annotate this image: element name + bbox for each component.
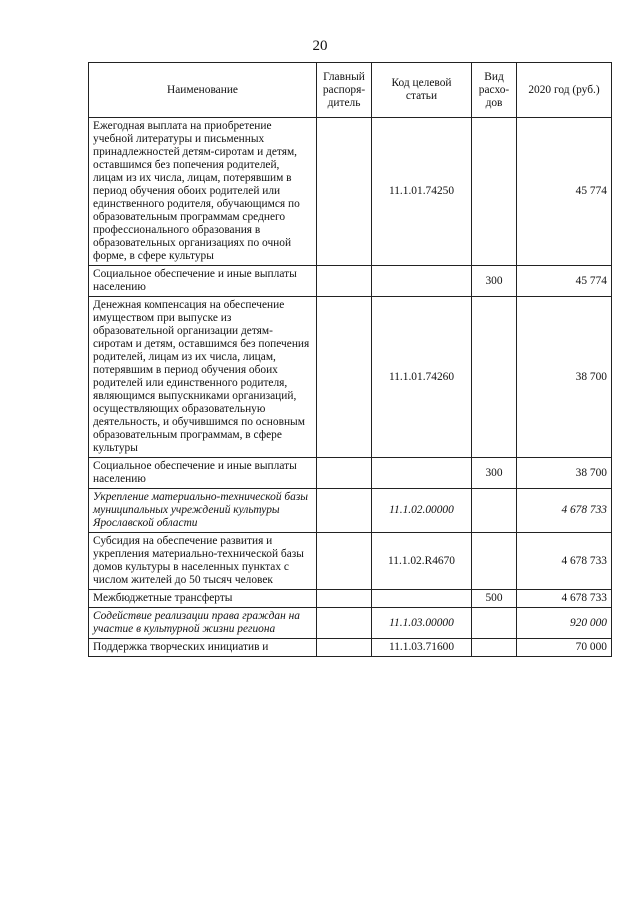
row-amount: 4 678 733	[517, 590, 612, 608]
row-manager	[317, 608, 372, 639]
row-manager	[317, 533, 372, 590]
row-code: 11.1.02.R4670	[372, 533, 472, 590]
table-row	[89, 639, 612, 657]
row-type	[472, 489, 517, 533]
row-amount: 45 774	[517, 266, 612, 297]
row-name: Денежная компенсация на обеспечение имуществом при выпуске из образовательной организации детям-сиротам и детям, оставшимся без попечения родителей, лицам из их числа, лицам, потерявшим в период обучения обоих родителей или единственного родителя, являющимся выпускниками организаций, осуществляющих образовательную деятельность, и обучившимся по основным образовательным программам, в сфере культуры	[89, 297, 317, 458]
row-type	[472, 608, 517, 639]
row-type	[472, 639, 517, 657]
row-code	[372, 458, 472, 489]
table-row	[89, 533, 612, 590]
header-manager: Главный распоря-дитель	[317, 63, 372, 118]
row-manager	[317, 590, 372, 608]
row-name: Содействие реализации права граждан на участие в культурной жизни региона	[89, 608, 317, 639]
row-manager	[317, 118, 372, 266]
table-row	[89, 608, 612, 639]
row-type	[472, 297, 517, 458]
row-type: 500	[472, 590, 517, 608]
row-manager	[317, 458, 372, 489]
row-name: Социальное обеспечение и иные выплаты населению	[89, 458, 317, 489]
table-header-row	[89, 63, 612, 118]
row-manager	[317, 266, 372, 297]
row-name: Социальное обеспечение и иные выплаты населению	[89, 266, 317, 297]
header-name: Наименование	[89, 63, 317, 118]
row-name: Укрепление материально-технической базы муниципальных учреждений культуры Ярославской области	[89, 489, 317, 533]
header-year-amount: 2020 год (руб.)	[517, 63, 612, 118]
row-name: Ежегодная выплата на приобретение учебной литературы и письменных принадлежностей детям-сиротам и детям, оставшимся без попечения родителей, лицам из их числа, лицам, потерявшим в период обучения обоих родителей или единственного родителя, обучающимся по образовательным программам среднего профессионального образования в образовательных организациях по очной форме, в сфере культуры	[89, 118, 317, 266]
row-amount: 38 700	[517, 458, 612, 489]
row-name: Межбюджетные трансферты	[89, 590, 317, 608]
header-expense-type: Вид расхо-дов	[472, 63, 517, 118]
row-code	[372, 590, 472, 608]
row-type	[472, 533, 517, 590]
row-code	[372, 266, 472, 297]
row-amount: 70 000	[517, 639, 612, 657]
table-row	[89, 297, 612, 458]
row-code: 11.1.01.74250	[372, 118, 472, 266]
row-amount: 4 678 733	[517, 533, 612, 590]
row-code: 11.1.03.71600	[372, 639, 472, 657]
row-type	[472, 118, 517, 266]
row-code: 11.1.01.74260	[372, 297, 472, 458]
row-manager	[317, 489, 372, 533]
row-type: 300	[472, 266, 517, 297]
row-amount: 4 678 733	[517, 489, 612, 533]
row-manager	[317, 639, 372, 657]
row-amount: 45 774	[517, 118, 612, 266]
row-name: Субсидия на обеспечение развития и укрепления материально-технической базы домов культуры в населенных пунктах с числом жителей до 50 тысяч человек	[89, 533, 317, 590]
row-name: Поддержка творческих инициатив и	[89, 639, 317, 657]
table-row	[89, 489, 612, 533]
table-row	[89, 458, 612, 489]
row-manager	[317, 297, 372, 458]
page-number: 20	[312, 38, 328, 54]
row-amount: 920 000	[517, 608, 612, 639]
table-row	[89, 118, 612, 266]
row-code: 11.1.02.00000	[372, 489, 472, 533]
budget-table	[88, 62, 612, 657]
table-row	[89, 590, 612, 608]
row-type: 300	[472, 458, 517, 489]
row-code: 11.1.03.00000	[372, 608, 472, 639]
row-amount: 38 700	[517, 297, 612, 458]
header-target-code: Код целевой статьи	[372, 63, 472, 118]
table-row	[89, 266, 612, 297]
